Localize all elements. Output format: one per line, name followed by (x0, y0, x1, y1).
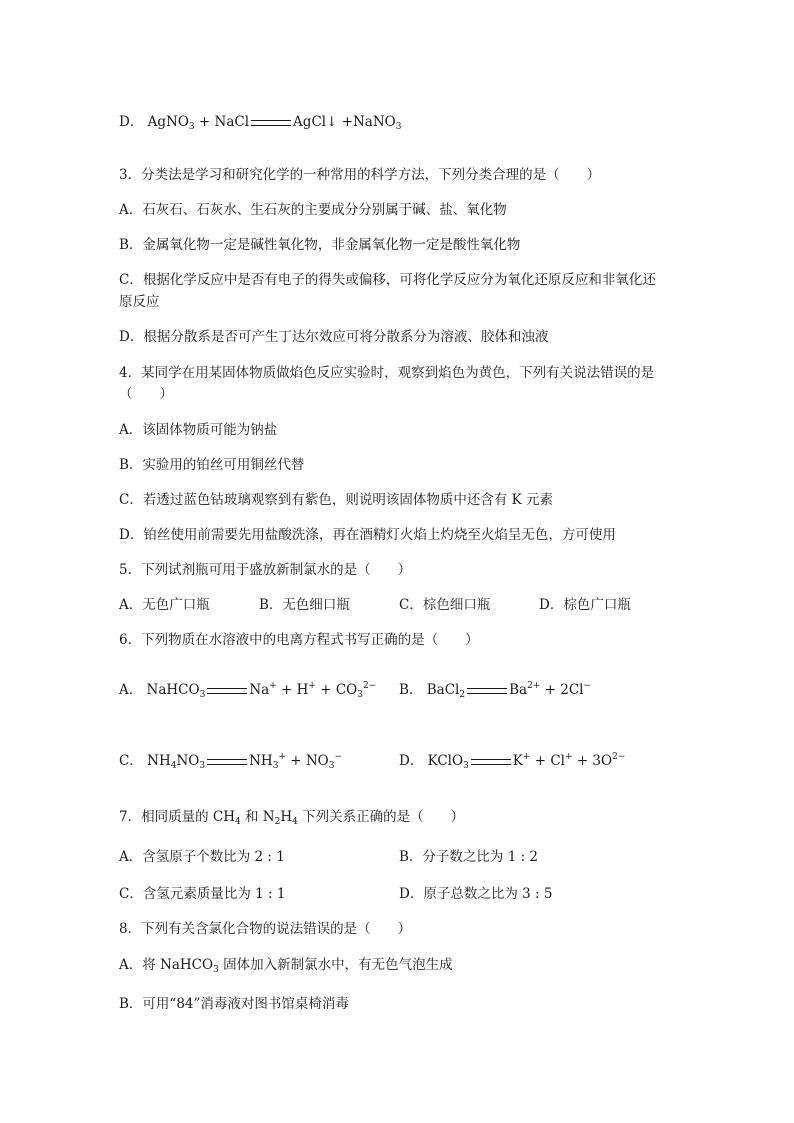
q6-option-c (119, 752, 342, 771)
equals-sign (207, 688, 247, 694)
q4-stem-line2: （ ） (119, 386, 173, 402)
q7-option-b: B．分子数之比为 1 : 2 (399, 849, 539, 865)
q6-option-d (399, 752, 625, 771)
option-label: C． (119, 753, 143, 769)
q6-c-equation: $NH_4NO_3$ $NH_3^+ + NO_3^-$ (147, 752, 343, 771)
q2-option-d (119, 113, 401, 132)
q7-option-a: A．含氢原子个数比为 2 : 1 (119, 849, 285, 865)
q3-option-c-line2: 原反应 (119, 294, 160, 310)
q7-option-d: D．原子总数之比为 3 : 5 (399, 886, 553, 902)
option-label: D． (119, 114, 144, 130)
q8-option-a: A．将 NaHCO$_3$ 固体加入新制氯水中，有无色气泡生成 (119, 957, 453, 975)
q4-option-a: A．该固体物质可能为钠盐 (119, 422, 278, 438)
q8-option-b: B．可用“84”消毒液对图书馆桌椅消毒 (119, 996, 349, 1012)
q6-a-equation: NaHCO$_3$ $Na^+ + H^+ + CO_3^{2-}$ (146, 681, 377, 700)
q6-b-equation: BaCl$_2$ $Ba^{2+} + 2Cl^-$ (426, 681, 592, 700)
q2-d-equation: AgNO$_3$ + NaCl AgCl↓ +NaNO$_3$ (147, 114, 402, 132)
q4-option-d: D．铂丝使用前需要先用盐酸洗涤，再在酒精灯火焰上灼烧至火焰呈无色，方可使用 (119, 527, 616, 543)
q6-option-a (119, 681, 376, 700)
q6-option-b (399, 681, 591, 700)
q3-option-a: A．石灰石、石灰水、生石灰的主要成分分别属于碱、盐、氧化物 (119, 202, 507, 218)
q7-option-c: C．含氢元素质量比为 1 : 1 (119, 886, 286, 902)
q3-option-c-line1: C．根据化学反应中是否有电子的得失或偏移，可将化学反应分为氧化还原反应和非氧化还 (119, 272, 656, 288)
equals-sign (467, 688, 507, 694)
q5-option-c: C．棕色细口瓶 (399, 597, 491, 613)
option-label: A． (119, 682, 143, 698)
q6-stem: 6．下列物质在水溶液中的电离方程式书写正确的是（ ） (119, 632, 479, 648)
option-label: D． (399, 753, 424, 769)
q5-option-b: B．无色细口瓶 (259, 597, 350, 613)
q5-option-d: D．棕色广口瓶 (539, 597, 631, 613)
q7-stem: 7．相同质量的 $CH_4$ 和 $N_2H_4$ 下列关系正确的是（ ） (119, 809, 465, 827)
equals-sign (251, 120, 291, 126)
q5-option-a: A．无色广口瓶 (119, 597, 210, 613)
q3-option-b: B．金属氧化物一定是碱性氧化物，非金属氧化物一定是酸性氧化物 (119, 237, 521, 253)
q3-stem: 3．分类法是学习和研究化学的一种常用的科学方法，下列分类合理的是（ ） (119, 167, 601, 183)
equals-sign (471, 759, 511, 765)
q4-option-c: C．若透过蓝色钴玻璃观察到有紫色，则说明该固体物质中还含有 K 元素 (119, 492, 553, 508)
q3-option-d: D．根据分散系是否可产生丁达尔效应可将分散系分为溶液、胶体和浊液 (119, 329, 549, 345)
equals-sign (207, 759, 247, 765)
q8-stem: 8．下列有关含氯化合物的说法错误的是（ ） (119, 921, 412, 937)
option-label: B． (399, 682, 423, 698)
q5-stem: 5．下列试剂瓶可用于盛放新制氯水的是（ ） (119, 562, 412, 578)
q4-stem-line1: 4．某同学在用某固体物质做焰色反应实验时，观察到焰色为黄色，下列有关说法错误的是 (119, 365, 655, 381)
q4-option-b: B．实验用的铂丝可用铜丝代替 (119, 457, 305, 473)
q6-d-equation: KClO$_3$ $K^+ + Cl^+ + 3O^{2-}$ (427, 752, 626, 771)
